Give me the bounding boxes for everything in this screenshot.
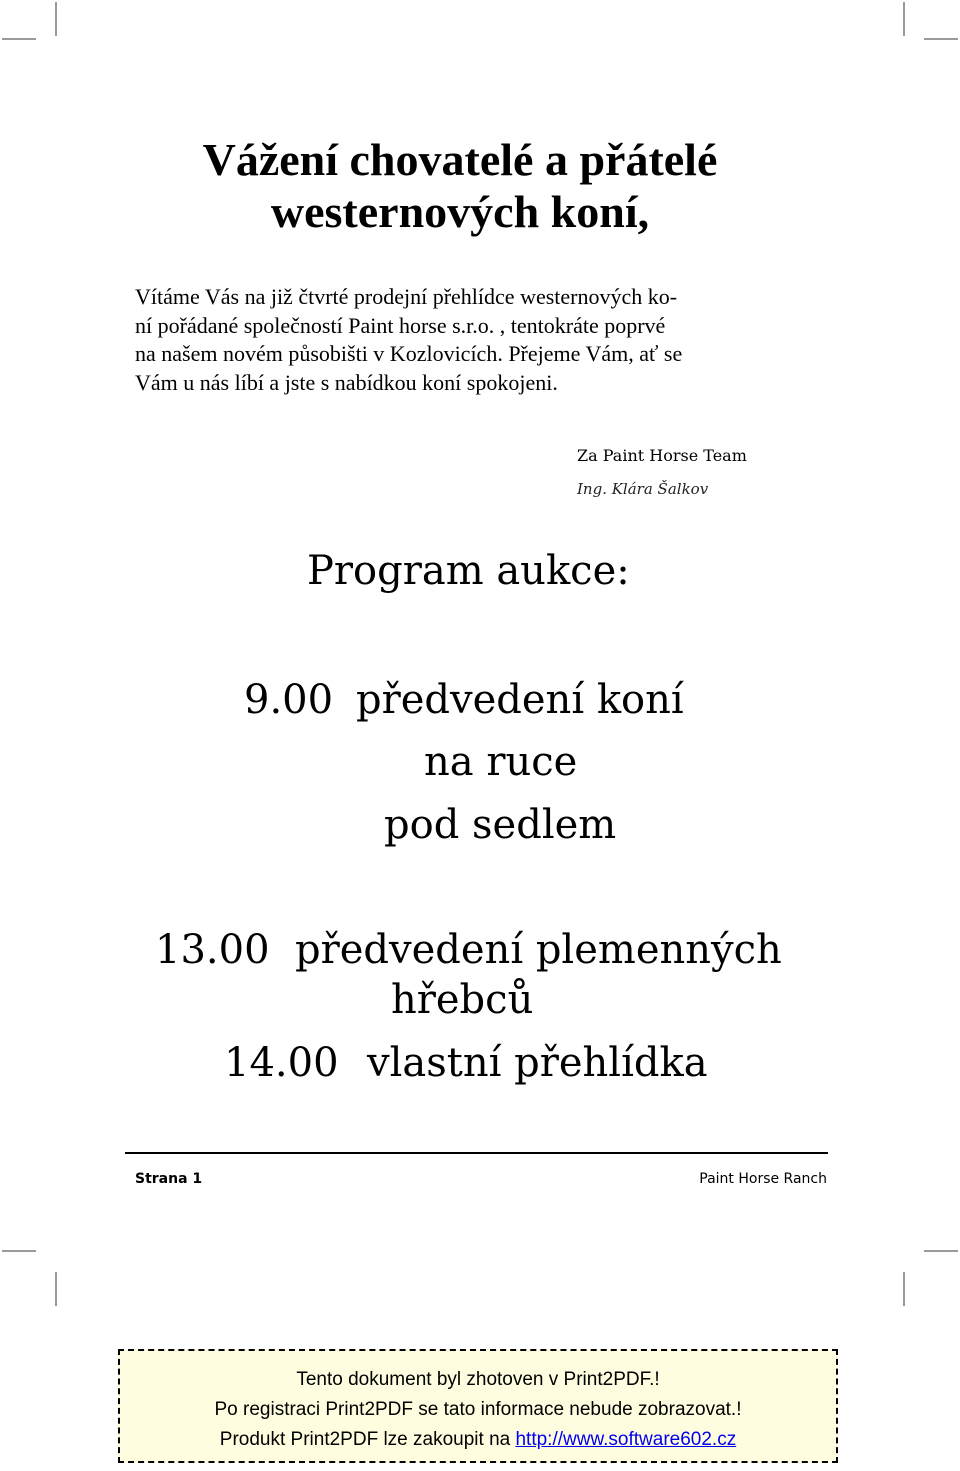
program-time: 13.00: [155, 927, 270, 973]
crop-mark: [924, 38, 958, 40]
watermark-line-1: Tento dokument byl zhotoven v Print2PDF.!: [296, 1369, 660, 1390]
footer-ranch: Paint Horse Ranch: [699, 1171, 827, 1187]
program-subitem: na ruce: [424, 739, 578, 785]
crop-mark: [924, 1250, 958, 1252]
program-item-text: vlastní přehlídka: [367, 1040, 708, 1086]
crop-mark: [55, 2, 57, 36]
intro-line: Vám u nás líbí a jste s nabídkou koní spokojeni.: [135, 369, 558, 395]
signature-team: Za Paint Horse Team: [577, 446, 747, 465]
program-time: 14.00: [224, 1040, 339, 1086]
program-item-continuation: hřebců: [391, 977, 534, 1023]
program-item-text: předvedení plemenných: [295, 927, 782, 973]
crop-mark: [903, 2, 905, 36]
page-number: Strana 1: [135, 1171, 203, 1187]
program-item-text: předvedení koní: [356, 677, 684, 723]
footer-rule: [125, 1152, 828, 1154]
program-heading: Program aukce:: [307, 548, 630, 594]
title-line-2: westernových koní,: [270, 186, 650, 237]
watermark-line-3-text: Produkt Print2PDF lze zakoupit na: [219, 1429, 516, 1450]
watermark-line-2: Po registraci Print2PDF se tato informace nebude zobrazovat.!: [214, 1399, 742, 1420]
program-time: 9.00: [244, 677, 334, 723]
intro-line: Vítáme Vás na již čtvrté prodejní přehlídce westernových ko-: [135, 284, 678, 309]
intro-paragraph: [135, 283, 775, 397]
crop-mark: [2, 1250, 36, 1252]
software602-link[interactable]: http://www.software602.cz: [515, 1429, 737, 1450]
crop-mark: [903, 1272, 905, 1306]
print2pdf-watermark-box: [118, 1349, 838, 1463]
crop-mark: [55, 1272, 57, 1306]
program-subitem: pod sedlem: [384, 802, 617, 848]
signature-name: Ing. Klára Šalkov: [577, 480, 709, 498]
title-line-1: Vážení chovatelé a přátelé: [202, 134, 718, 185]
crop-mark: [2, 38, 36, 40]
intro-line: ní pořádané společností Paint horse s.r.o. , tentokráte poprvé: [135, 312, 666, 338]
intro-line: na našem novém působišti v Kozlovicích. Přejeme Vám, ať se: [135, 341, 683, 366]
letter-title: [0, 134, 920, 238]
watermark-line-3: [120, 1425, 836, 1455]
